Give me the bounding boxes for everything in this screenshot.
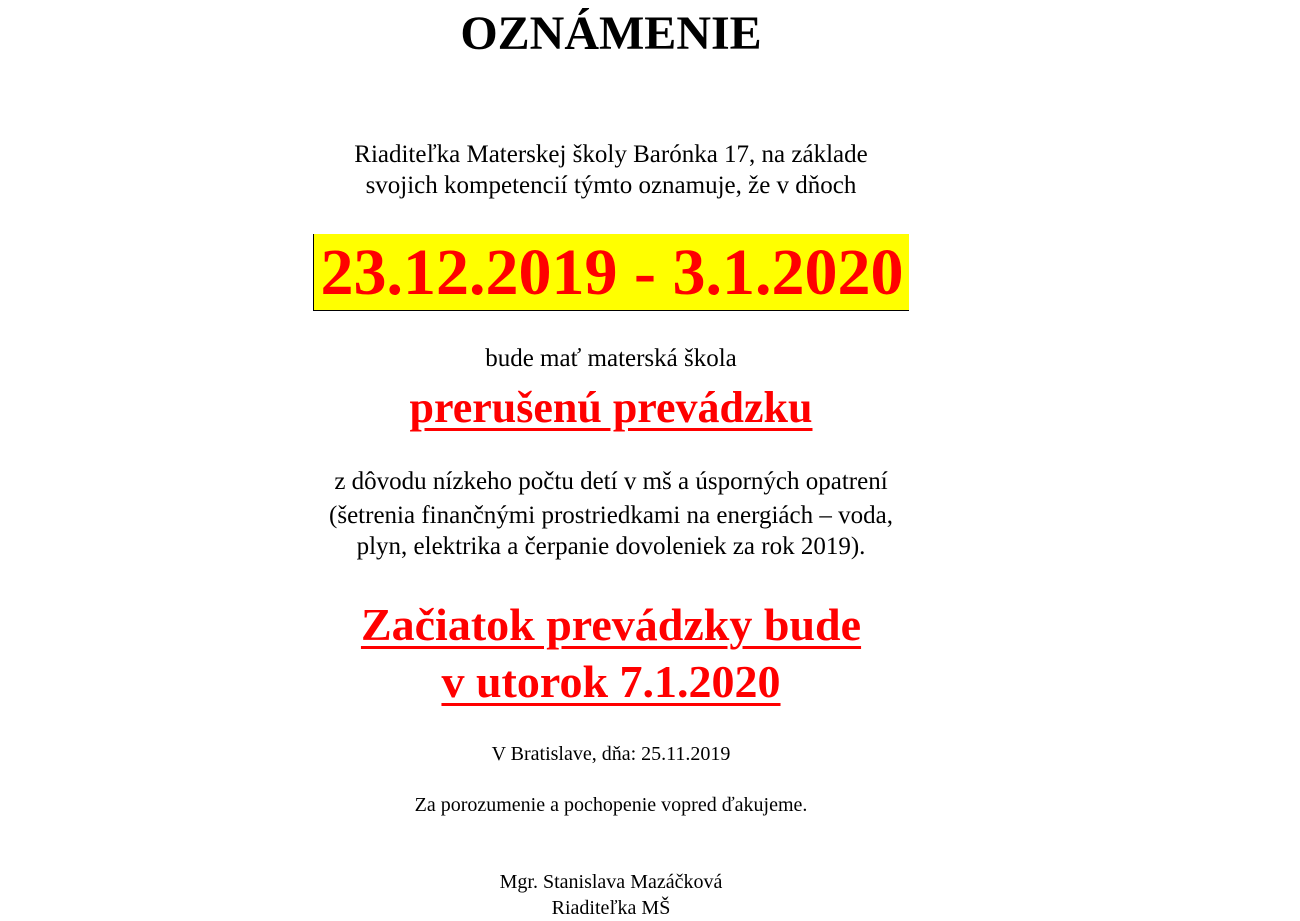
restart-heading-1: [0, 597, 1222, 653]
restart-heading-2: [0, 654, 1222, 710]
reason-line-2: (šetrenia finančnými prostriedkami na energiách – voda,: [329, 502, 893, 529]
thanks-text: Za porozumenie a pochopenie vopred ďakujeme.: [414, 794, 808, 816]
line-bude: bude mať materská škola: [485, 345, 737, 372]
restart-text-1: Začiatok prevádzky bude: [360, 599, 862, 650]
signature-name: Mgr. Stanislava Mazáčková: [499, 871, 723, 893]
restart-text-2: v utorok 7.1.2020: [441, 656, 781, 707]
place-date: V Bratislave, dňa: 25.11.2019: [491, 743, 731, 765]
reason-line-3: plyn, elektrika a čerpanie dovoleniek za rok 2019).: [356, 533, 866, 560]
closure-dates: 23.12.2019 - 3.1.2020: [320, 236, 904, 309]
intro-line-1: Riaditeľka Materskej školy Barónka 17, na základe: [354, 141, 868, 168]
reason-line-1: z dôvodu nízkeho počtu detí v mš a úsporných opatrení: [334, 468, 888, 495]
page-title: OZNÁMENIE: [460, 7, 762, 60]
closure-heading: [0, 382, 1222, 434]
dates-highlight-box: [313, 234, 909, 311]
closure-text: prerušenú prevádzku: [409, 383, 813, 432]
intro-line-2: svojich kompetencií týmto oznamuje, že v dňoch: [365, 172, 857, 199]
signature-role: Riaditeľka MŠ: [551, 897, 671, 919]
